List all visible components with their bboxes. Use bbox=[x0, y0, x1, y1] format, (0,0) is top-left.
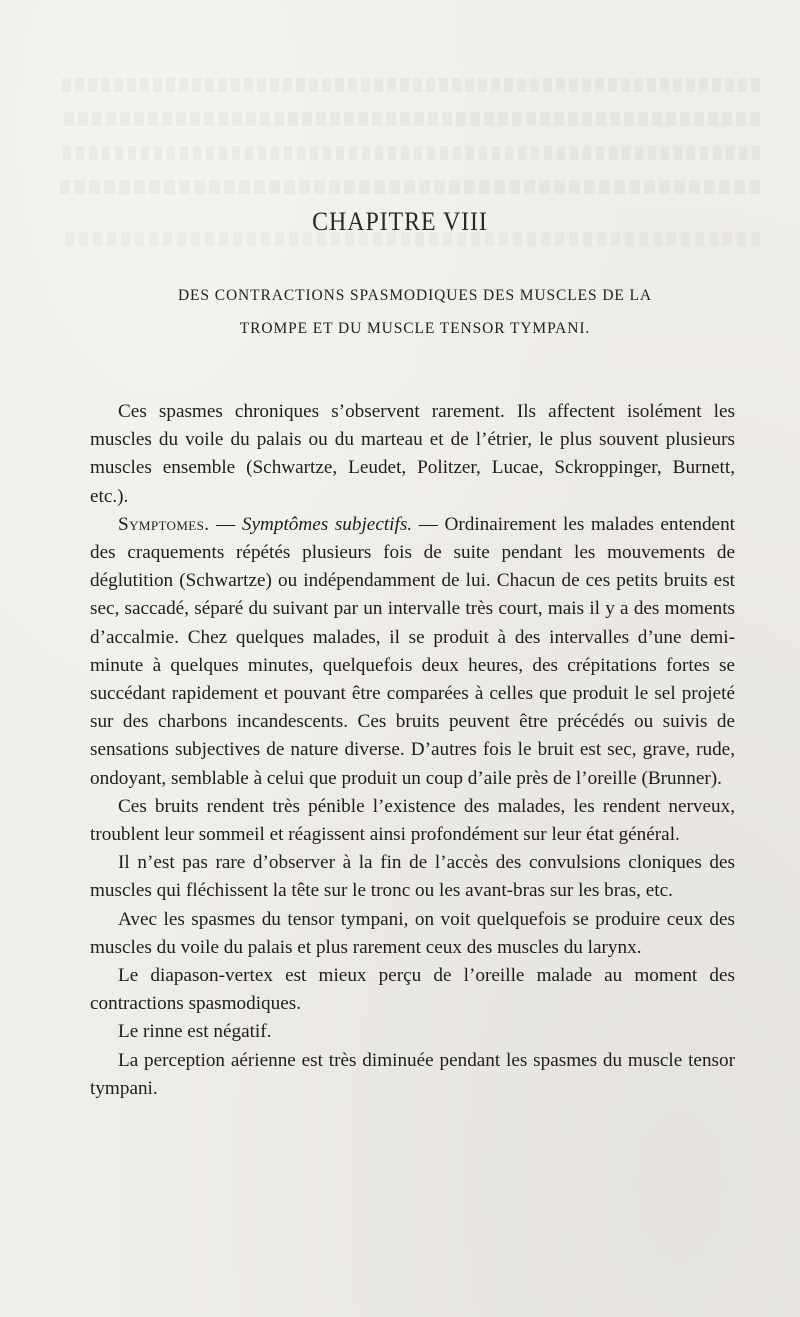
section-heading-line-2: TROMPE ET DU MUSCLE TENSOR TYMPANI. bbox=[239, 320, 591, 337]
body-text bbox=[90, 398, 735, 1103]
paragraph-rinne: Le rinne est négatif. bbox=[118, 1021, 272, 1043]
paragraph-perception: La perception aérienne est très diminuée pendant les spasmes du muscle tensor tympani. bbox=[90, 1049, 735, 1099]
paragraph-convulsions: Il n’est pas rare d’observer à la fin de l’accès des convulsions cloniques des muscles qui fléchissent la tête sur le tronc ou les avant-bras sur les bras, etc. bbox=[90, 852, 735, 902]
em-dash: — bbox=[209, 513, 242, 535]
paragraph-tensor-tympani: Avec les spasmes du tensor tympani, on voit quelquefois se produire ceux des muscles du voile du palais et plus rarement ceux des muscles du larynx. bbox=[90, 908, 735, 958]
show-through-line bbox=[60, 180, 760, 194]
paragraph-intro: Ces spasmes chroniques s’observent rarement. Ils affectent isolément les muscles du voile du palais ou du marteau et de l’étrier, le plus souvent plusieurs muscles ensemble (Schwartze, Leudet, Politzer, Lucae, Sckroppinger, Burnett, etc.). bbox=[90, 401, 735, 507]
paragraph-symptoms-text: — Ordinairement les malades entendent des craquements répétés plusieurs fois de suite pendant les mouvements de déglutition (Schwartze) ou indépendamment de lui. Chacun de ces petits bruits est sec, saccadé, séparé du suivant par un intervalle très court, mais il y a des moments d’accalmie. Chez quelques malades, il se produit à des intervalles d’une demi-minute à quelques minutes, quelquefois deux heures, des crépitations fortes se succédant rapidement et pouvant être comparées à celles que produit le sel projeté sur des charbons incandescents. Ces bruits peuvent être précédés ou suivis de sensations subjectives de nature diverse. D’autres fois le bruit est sec, grave, rude, ondoyant, semblable à celui que produit un coup d’aile près de l’oreille (Brunner). bbox=[90, 513, 735, 789]
show-through-line bbox=[60, 112, 760, 126]
paragraph-effects: Ces bruits rendent très pénible l’existence des malades, les rendent nerveux, troublent leur sommeil et réagissent ainsi profondément sur leur état général. bbox=[90, 795, 735, 846]
section-heading-line-1: DES CONTRACTIONS SPASMODIQUES DES MUSCLES DE LA bbox=[177, 287, 653, 304]
paragraph-symptoms bbox=[90, 511, 735, 793]
paragraph-diapason: Le diapason-vertex est mieux perçu de l’oreille malade au moment des contractions spasmodiques. bbox=[90, 965, 735, 1015]
chapter-title: CHAPITRE VIII bbox=[312, 207, 488, 236]
section-label-symptomes: Symptomes. bbox=[118, 513, 210, 535]
show-through-line bbox=[60, 78, 760, 92]
show-through-line bbox=[60, 146, 760, 160]
subheading-symptomes-subjectifs: Symptômes subjectifs. bbox=[241, 513, 413, 535]
